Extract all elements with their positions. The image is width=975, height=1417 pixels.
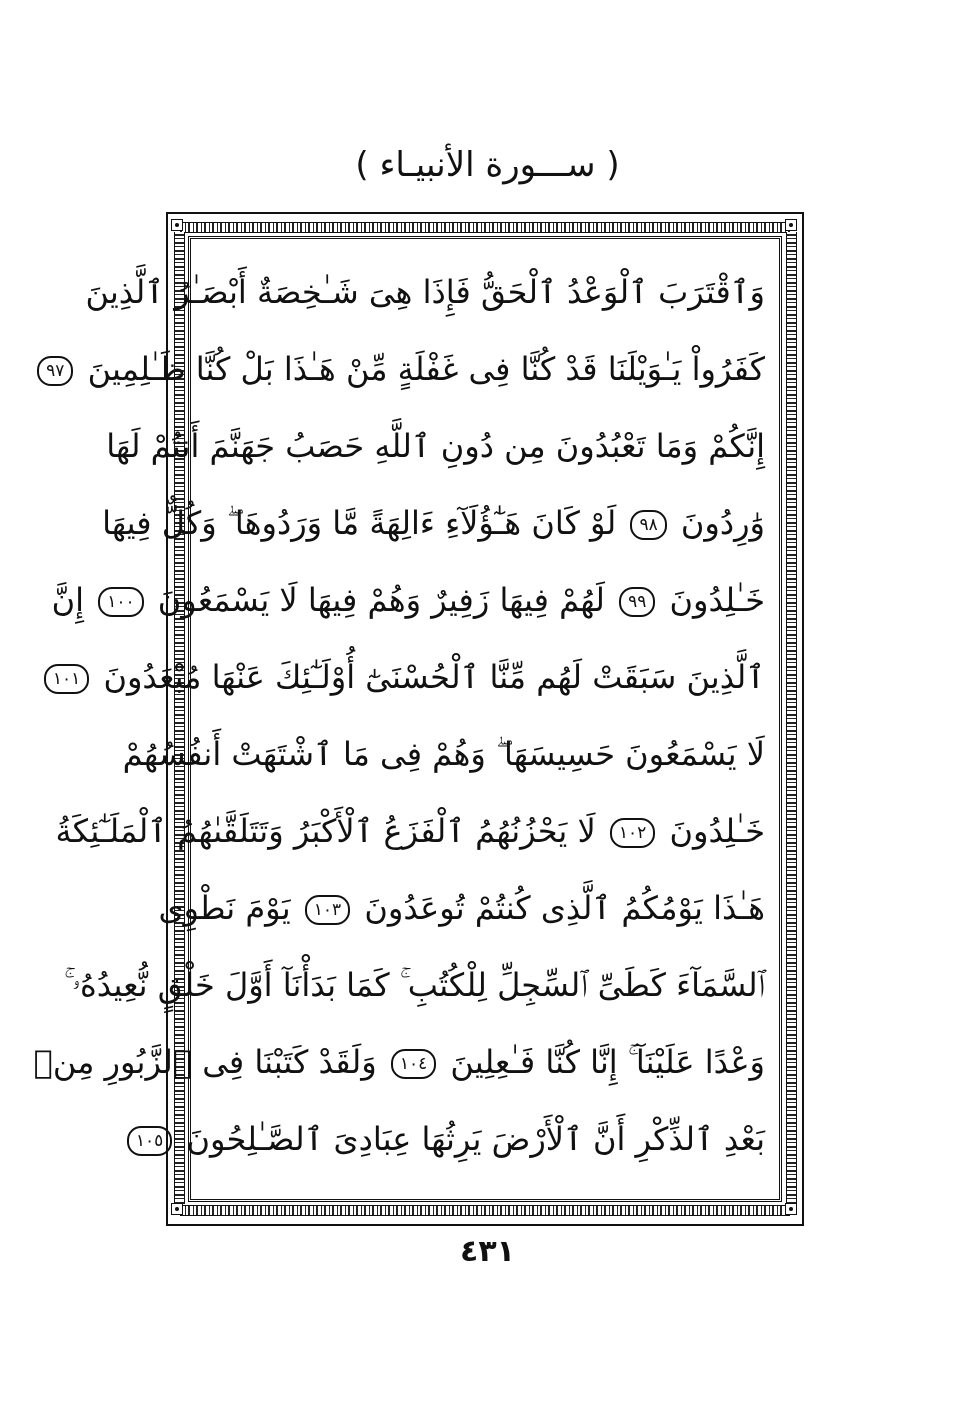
text-line [33, 1032, 765, 1109]
verse-text: إِنَّ [51, 581, 85, 619]
verse-text: إِنَّكُمْ وَمَا تَعْبُدُونَ مِن دُونِ ٱللَّهِ حَصَبُ جَهَنَّمَ أَنتُمْ لَهَا [106, 427, 765, 465]
ayah-number-marker: ١٠١ [44, 664, 89, 694]
verse-text: وَلَقَدْ كَتَبْنَا فِى ٱلزَّبُورِ مِنۢ [33, 1043, 377, 1081]
text-line [63, 955, 765, 1032]
ayah-number-marker: ١٠٥ [127, 1126, 172, 1156]
text-line [135, 1109, 765, 1186]
ayah-number-marker: ١٠٣ [305, 895, 350, 925]
text-line [85, 262, 765, 339]
page-number: ٤٣١ [460, 1234, 515, 1269]
verse-text: لَا يَحْزُنُهُمُ ٱلْفَزَعُ ٱلْأَكْبَرُ وَتَتَلَقَّىٰهُمُ ٱلْمَلَـٰٓئِكَةُ [55, 812, 596, 850]
border-chain-right [786, 232, 797, 1204]
ayah-number-marker: ١٠٢ [610, 818, 655, 848]
text-line [52, 647, 765, 724]
text-line [55, 801, 765, 878]
verse-text: هَـٰذَا يَوْمُكُمُ ٱلَّذِى كُنتُمْ تُوعَدُونَ [364, 889, 765, 927]
verse-text: كَفَرُواْ يَـٰوَيْلَنَا قَدْ كُنَّا فِى غَفْلَةٍ مِّنْ هَـٰذَا بَلْ كُنَّا ظَـٰلِمِينَ [87, 350, 765, 388]
quran-text-block [33, 262, 765, 1186]
verse-text: لَوْ كَانَ هَـٰٓؤُلَآءِ ءَالِهَةً مَّا وَرَدُوهَا ۖ وَكُلٌّ فِيهَا [102, 504, 617, 542]
border-corner-bottom-right [785, 1203, 797, 1215]
ayah-number-marker: ٩٩ [619, 587, 655, 617]
ayah-number-marker: ٩٨ [630, 510, 666, 540]
border-corner-top-left [171, 219, 183, 231]
border-chain-bottom [180, 1205, 790, 1216]
verse-text: لَهُمْ فِيهَا زَفِيرٌ وَهُمْ فِيهَا لَا يَسْمَعُونَ [157, 581, 605, 619]
verse-text: وَعْدًا عَلَيْنَآ ۚ إِنَّا كُنَّا فَـٰعِلِينَ [450, 1043, 765, 1081]
text-line [122, 724, 765, 801]
text-line [51, 570, 765, 647]
verse-text: بَعْدِ ٱلذِّكْرِ أَنَّ ٱلْأَرْضَ يَرِثُهَا عِبَادِىَ ٱلصَّـٰلِحُونَ [186, 1120, 765, 1158]
verse-text: يَوْمَ نَطْوِى [158, 889, 291, 927]
verse-text: وَٱقْتَرَبَ ٱلْوَعْدُ ٱلْحَقُّ فَإِذَا هِىَ شَـٰخِصَةٌ أَبْصَـٰرُ ٱلَّذِينَ [85, 273, 765, 311]
ayah-number-marker: ١٠٠ [98, 587, 143, 617]
verse-text: خَـٰلِدُونَ [669, 812, 765, 850]
border-corner-top-right [785, 219, 797, 231]
border-chain-top [180, 222, 790, 233]
verse-text: وَٰرِدُونَ [680, 504, 765, 542]
surah-title: ( ســـورة الأنبيـاء ) [355, 145, 620, 185]
verse-text: لَا يَسْمَعُونَ حَسِيسَهَا ۖ وَهُمْ فِى مَا ٱشْتَهَتْ أَنفُسُهُمْ [122, 735, 765, 773]
text-line [158, 878, 765, 955]
text-line [46, 339, 765, 416]
border-corner-bottom-left [171, 1203, 183, 1215]
text-line [102, 493, 765, 570]
verse-text: ٱلَّذِينَ سَبَقَتْ لَهُم مِّنَّا ٱلْحُسْنَىٰٓ أُوْلَـٰٓئِكَ عَنْهَا مُبْعَدُونَ [103, 658, 765, 696]
ayah-number-marker: ١٠٤ [391, 1049, 436, 1079]
ayah-number-marker: ٩٧ [37, 356, 73, 386]
text-line [106, 416, 765, 493]
verse-text: خَـٰلِدُونَ [669, 581, 765, 619]
verse-text: ٱلسَّمَآءَ كَطَىِّ ٱلسِّجِلِّ لِلْكُتُبِ ۚ كَمَا بَدَأْنَآ أَوَّلَ خَلْقٍ نُّعِيدُهُۥ ۚ [63, 966, 765, 1004]
